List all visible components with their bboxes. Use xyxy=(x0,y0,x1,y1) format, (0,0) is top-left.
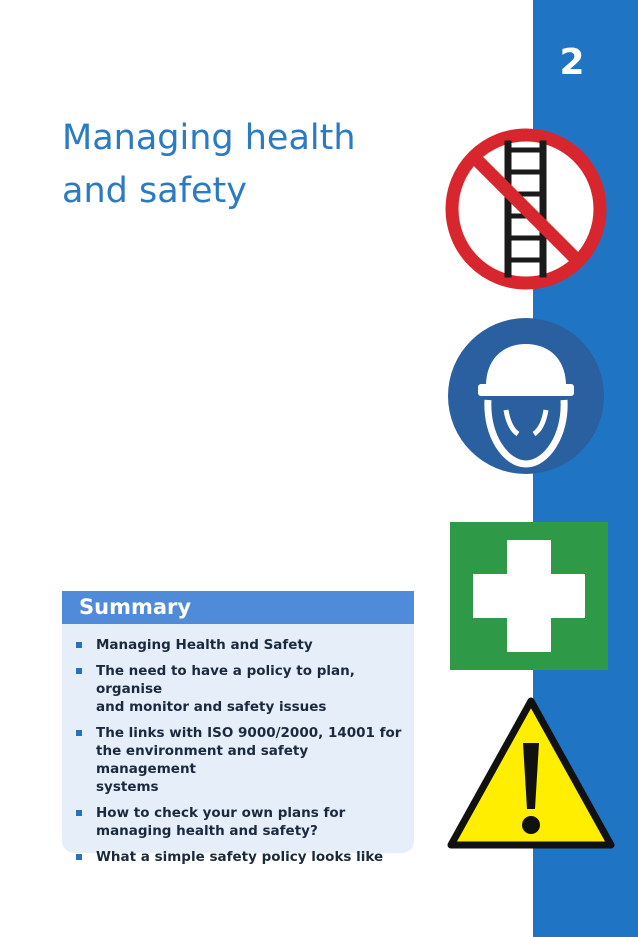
chapter-title-line: and safety xyxy=(62,171,247,211)
summary-item-line: and monitor and safety issues xyxy=(96,699,327,715)
summary-item-line: Managing Health and Safety xyxy=(96,637,313,653)
square-bullet-icon xyxy=(76,642,82,648)
summary-item xyxy=(76,724,404,796)
summary-item xyxy=(76,848,404,866)
chapter-title-line: Managing health xyxy=(62,118,356,158)
summary-heading: Summary xyxy=(62,591,414,624)
summary-item-line: systems xyxy=(96,779,159,795)
square-bullet-icon xyxy=(76,668,82,674)
no-ladder-sign-icon xyxy=(445,128,607,290)
summary-list xyxy=(62,624,414,866)
summary-item-line: managing health and safety? xyxy=(96,823,318,839)
summary-item xyxy=(76,636,404,654)
summary-box xyxy=(62,591,414,865)
warning-sign-icon xyxy=(447,697,615,849)
square-bullet-icon xyxy=(76,810,82,816)
square-bullet-icon xyxy=(76,730,82,736)
hard-hat-sign-icon xyxy=(448,318,604,474)
summary-item-line: The need to have a policy to plan, organise xyxy=(96,663,355,697)
summary-item-line: The links with ISO 9000/2000, 14001 for xyxy=(96,725,402,741)
summary-item xyxy=(76,804,404,840)
summary-item-line: the environment and safety management xyxy=(96,743,309,777)
summary-item-line: How to check your own plans for xyxy=(96,805,346,821)
chapter-title xyxy=(62,112,442,218)
chapter-number: 2 xyxy=(559,42,585,83)
first-aid-sign-icon xyxy=(450,522,608,670)
square-bullet-icon xyxy=(76,854,82,860)
summary-item xyxy=(76,662,404,716)
summary-item-line: What a simple safety policy looks like xyxy=(96,849,384,865)
